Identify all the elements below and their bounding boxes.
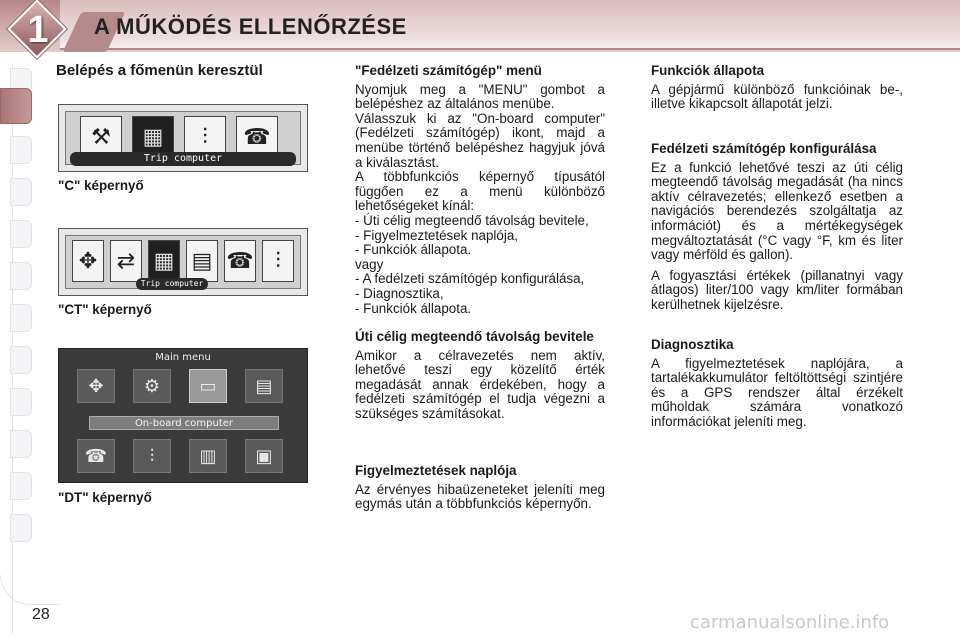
c-trip-computer-icon: ▦ [132,116,174,158]
ct-phone-icon: ☎ [224,240,256,282]
middle-column-lower [355,464,605,512]
c-tools-icon: ⚒ [80,116,122,158]
dt-audio-icon: ▤ [245,369,283,403]
chapter-tab-8[interactable] [10,388,32,416]
distance-text: Amikor a célravezetés nem aktív, lehetővé teszi egy közelítő érték megadását annak érdekében, hogy a fedélzeti számítógép el tudja végezni a szükséges számításokat. [355,347,605,422]
chapter-tab-2[interactable] [10,136,32,164]
menu-option-2: - Figyelmeztetések naplója, [355,227,518,243]
functions-status-text: A gépjármű különböző funkcióinak be-, illetve kikapcsolt állapotát jelzi. [651,81,903,112]
dt-selected-label: On-board computer [89,416,279,430]
dt-settings-icon: ⫶ [133,439,171,473]
menu-or: vagy [355,256,384,272]
menu-option-3: - Funkciók állapota. [355,242,472,258]
chapter-tab-5[interactable] [10,262,32,290]
diagnostics-text: A figyelmeztetések naplójára, a tartalékakkumulátor feltöltöttségi szintjére és a GPS rendszer által érzékelt műholdak számára vonatkozó információkat jeleníti meg. [651,355,903,429]
dt-trip-computer-icon: ▭ [189,369,227,403]
config-text-2: A fogyasztási értékek (pillanatnyi vagy átlagos) liter/100 vagy km/liter formában kerülhetnek kijelzésre. [651,267,903,312]
c-screen-label: Trip computer [70,152,296,166]
dt-phone-icon: ☎ [77,439,115,473]
dt-traffic-icon: ⚙ [133,369,171,403]
page-number: 28 [32,606,50,623]
ct-screen-image [58,228,308,296]
ct-screen-caption: "CT" képernyő [58,302,152,317]
chapter-tab-9[interactable] [10,430,32,458]
warnings-log-text: Az érvényes hibaüzeneteket jeleníti meg egymás után a többfunkciós képernyőn. [355,481,605,512]
c-phone-icon: ☎ [236,116,278,158]
menu-option-4: - A fedélzeti számítógép konfigurálása, [355,271,585,287]
ct-screen-label: Trip computer [136,278,208,290]
chapter-tab-4[interactable] [10,220,32,248]
c-sliders-icon: ⫶ [184,116,226,158]
chapter-tab-6[interactable] [10,304,32,332]
c-screen-image [58,104,308,172]
watermark: carmanualsonline.info [690,612,890,633]
menu-heading: "Fedélzeti számítógép" menü [355,63,542,78]
menu-option-1: - Úti célig megteendő távolság bevitele, [355,212,589,228]
menu-text-1: Nyomjuk meg a "MENU" gombot a belépéshez az általános menübe. [355,81,605,112]
ct-navigation-icon: ✥ [72,240,104,282]
dt-map-icon: ▥ [189,439,227,473]
ct-audio-icon: ▤ [186,240,218,282]
dt-screen-caption: "DT" képernyő [58,490,152,505]
config-heading: Fedélzeti számítógép konfigurálása [651,141,877,156]
chapter-tab-11[interactable] [10,514,32,542]
config-text-1: Ez a funkció lehetővé teszi az úti célig megteendő távolság megadását (ha nincs aktív célravezetés; ellenkező esetben a navigációs berendezés szolgáltatja az információt) és a mértékegységek megváltoztatását (°C vagy °F, km és liter vagy mérföld és gallon). [651,159,903,263]
header-divider [60,48,960,50]
chapter-tab-1-active[interactable] [0,88,32,124]
chapter-number: 1 [27,9,49,51]
dt-screen-title: Main menu [155,352,211,363]
ct-route-icon: ⇄ [110,240,142,282]
chapter-tab-10[interactable] [10,472,32,500]
chapter-tab-7[interactable] [10,346,32,374]
menu-option-6: - Funkciók állapota. [355,300,472,316]
menu-text-3: A többfunkciós képernyő típusától függően ez a menü különböző lehetőségeket kínál: [355,169,605,214]
dt-navigation-icon: ✥ [77,369,115,403]
diagnostics-heading: Diagnosztika [651,337,734,352]
dt-screen-image [58,348,308,483]
c-screen-caption: "C" képernyő [58,178,144,193]
distance-heading: Úti célig megteendő távolság bevitele [355,329,594,345]
ct-screen-display [65,235,301,289]
page-title: A MŰKÖDÉS ELLENŐRZÉSE [94,14,407,39]
dt-video-icon: ▣ [245,439,283,473]
chapter-badge [8,4,68,52]
right-column [651,64,903,112]
functions-status-heading: Funkciók állapota [651,63,765,78]
middle-column [355,64,605,422]
right-column-config [651,142,903,313]
dt-icon-row-2 [69,439,299,475]
c-screen-display [65,111,301,165]
dt-icon-row-1 [69,369,299,405]
warnings-log-heading: Figyelmeztetések naplója [355,463,517,478]
menu-option-5: - Diagnosztika, [355,285,444,301]
ct-trip-computer-icon: ▦ [148,240,180,282]
left-heading: Belépés a főmenün keresztül [56,62,263,79]
chapter-tab-3[interactable] [10,178,32,206]
right-column-diagnostics [651,338,903,430]
ct-sliders-icon: ⫶ [262,240,294,282]
tab-strip-curve [0,575,60,605]
chapter-tab-strip [0,56,34,576]
menu-text-2: Válasszuk ki az "On-board computer" (Fedélzeti számítógép) ikont, majd a menübe történő belépéshez hagyjuk jóvá a kiválasztást. [355,110,605,170]
